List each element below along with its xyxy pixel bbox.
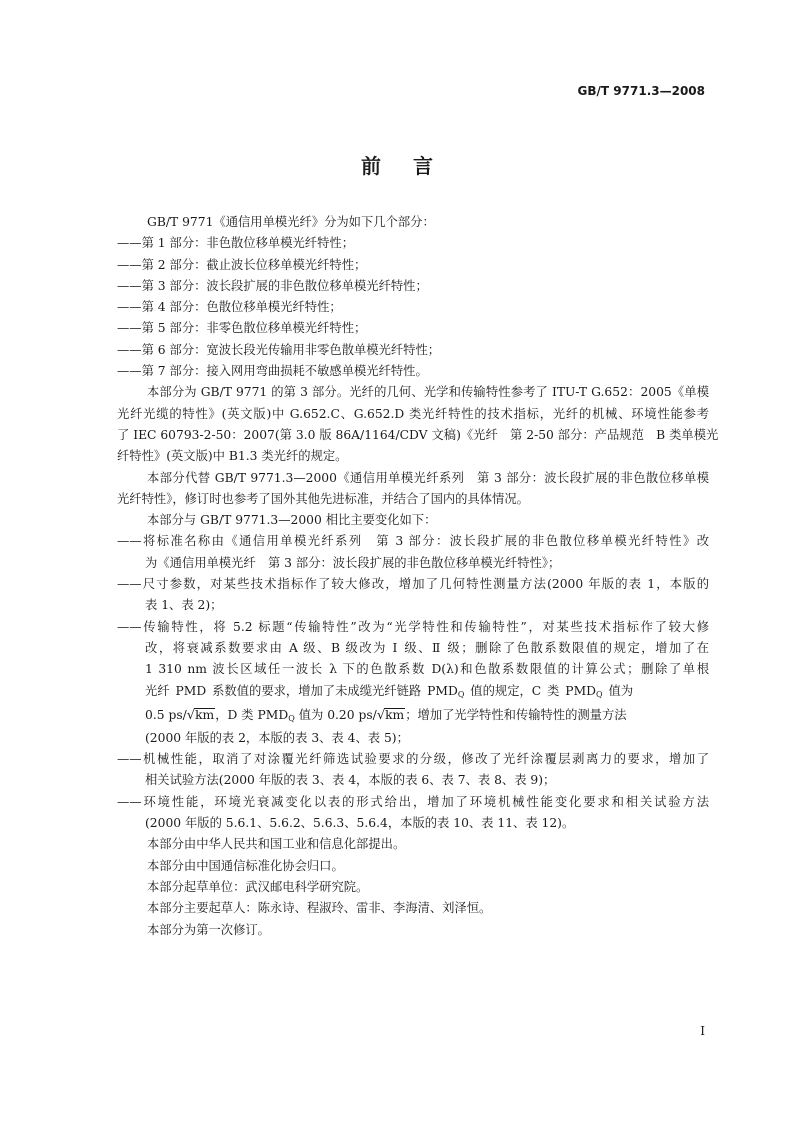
subscript-q: Q	[457, 689, 465, 699]
change-item-cont: (2000 年版的表 2，本版的表 3、表 4、表 5)；	[145, 730, 409, 745]
paragraph-line: 本部分为 GB/T 9771 的第 3 部分。光纤的几何、光学和传输特性参考了 ITU-T G.652：2005《单模	[147, 385, 709, 400]
change-item: ——机械性能，取消了对涂覆光纤筛选试验要求的分级，修改了光纤涂覆层剥离力的要求，增加了	[117, 752, 709, 767]
list-item: ——第 3 部分：波长段扩展的非色散位移单模光纤特性；	[117, 278, 428, 293]
paragraph-line: 本部分与 GB/T 9771.3—2000 相比主要变化如下：	[147, 513, 437, 528]
paragraph-line: 本部分由中国通信标准化协会归口。	[147, 858, 344, 873]
paragraph-line: GB/T 9771《通信用单模光纤》分为如下几个部分：	[147, 215, 435, 229]
list-item: ——第 4 部分：色散位移单模光纤特性；	[117, 300, 342, 315]
change-item-cont: 1 310 nm 波长区域任一波长 λ 下的色散系数 D(λ)和色散系数限值的计算公式；删除了单根	[145, 662, 709, 677]
paragraph-line: 本部分由中华人民共和国工业和信息化部提出。	[147, 837, 406, 852]
document-body	[117, 212, 719, 941]
text-run: ；增加了光学特性和传输特性的测量方法	[405, 707, 627, 722]
change-item-cont: 表 1、表 2)；	[145, 598, 223, 613]
change-item-cont	[117, 681, 709, 702]
text-run: 值为	[602, 683, 634, 698]
list-item: ——第 1 部分：非色散位移单模光纤特性；	[117, 236, 354, 251]
change-item: ——环境性能，环境光衰减变化以表的形式给出，增加了环境机械性能变化要求和相关试验方法	[117, 794, 709, 809]
subscript-q: Q	[288, 713, 295, 723]
sqrt-sign: √	[376, 707, 386, 723]
list-item: ——第 7 部分：接入网用弯曲损耗不敏感单模光纤特性。	[117, 364, 428, 379]
change-item-cont: (2000 年版的 5.6.1、5.6.2、5.6.3、5.6.4，本版的表 10、表 11、表 12)。	[145, 816, 575, 831]
sqrt-sign: √	[186, 707, 196, 723]
paragraph-line: 纤特性》(英文版)中 B1.3 类光纤的规定。	[117, 449, 348, 464]
paragraph-line: 本部分为第一次修订。	[147, 922, 270, 937]
paragraph-line: 了 IEC 60793-2-50：2007(第 3.0 版 86A/1164/CDV 文稿)《光纤 第 2-50 部分：产品规范 B 类单模光	[117, 427, 719, 442]
list-item: ——第 6 部分：宽波长段光传输用非零色散单模光纤特性；	[117, 342, 441, 357]
list-item: ——第 5 部分：非零色散位移单模光纤特性；	[117, 321, 367, 336]
page-number: I	[700, 1024, 705, 1038]
text-run: 0.5 ps/	[145, 707, 187, 722]
change-item-cont: 为《通信用单模光纤 第 3 部分：波长段扩展的非色散位移单模光纤特性》；	[145, 555, 561, 570]
subscript-q: Q	[596, 689, 603, 699]
change-item-cont: 相关试验方法(2000 年版的表 3、表 4，本版的表 6、表 7、表 8、表 9)；	[145, 773, 556, 788]
change-item: ——将标准名称由《通信用单模光纤系列 第 3 部分：波长段扩展的非色散位移单模光纤特性》改	[117, 534, 709, 549]
paragraph-line: 本部分代替 GB/T 9771.3—2000《通信用单模光纤系列 第 3 部分：波长段扩展的非色散位移单模	[147, 470, 709, 485]
change-item-cont: 改，将衰减系数要求由 A 级、B 级改为 Ⅰ 级、Ⅱ 级；删除了色散系数限值的规定，增加了在	[145, 640, 709, 655]
text-run: ，D 类 PMD	[215, 707, 289, 722]
sqrt-radicand: km	[195, 707, 215, 722]
paragraph-line: 本部分起草单位：武汉邮电科学研究院。	[147, 879, 369, 894]
text-run: 值为 0.20 ps/	[294, 707, 377, 722]
paragraph-line: 光纤特性》，修订时也参考了国外其他先进标准，并结合了国内的具体情况。	[117, 491, 529, 506]
paragraph-line: 光纤光缆的特性》(英文版)中 G.652.C、G.652.D 类光纤特性的技术指标，光纤的机械、环境性能参考	[117, 406, 709, 421]
list-item: ——第 2 部分：截止波长位移单模光纤特性；	[117, 257, 367, 272]
change-item-cont	[117, 702, 709, 728]
change-item: ——尺寸参数，对某些技术指标作了较大修改，增加了几何特性测量方法(2000 年版的表 1，本版的	[117, 577, 709, 592]
standard-number: GB/T 9771.3—2008	[577, 84, 705, 98]
paragraph-line: 本部分主要起草人：陈永诗、程淑玲、雷非、李海清、刘泽恒。	[147, 901, 492, 916]
sqrt-radicand: km	[385, 707, 405, 722]
page-title: 前言	[361, 154, 465, 178]
text-run: 值的规定，C 类 PMD	[464, 683, 597, 698]
change-item: ——传输特性，将 5.2 标题“传输特性”改为“光学特性和传输特性”，对某些技术指标作了较大修	[117, 619, 709, 634]
text-run: 光纤 PMD 系数值的要求，增加了未成缆光纤链路 PMD	[145, 683, 458, 698]
